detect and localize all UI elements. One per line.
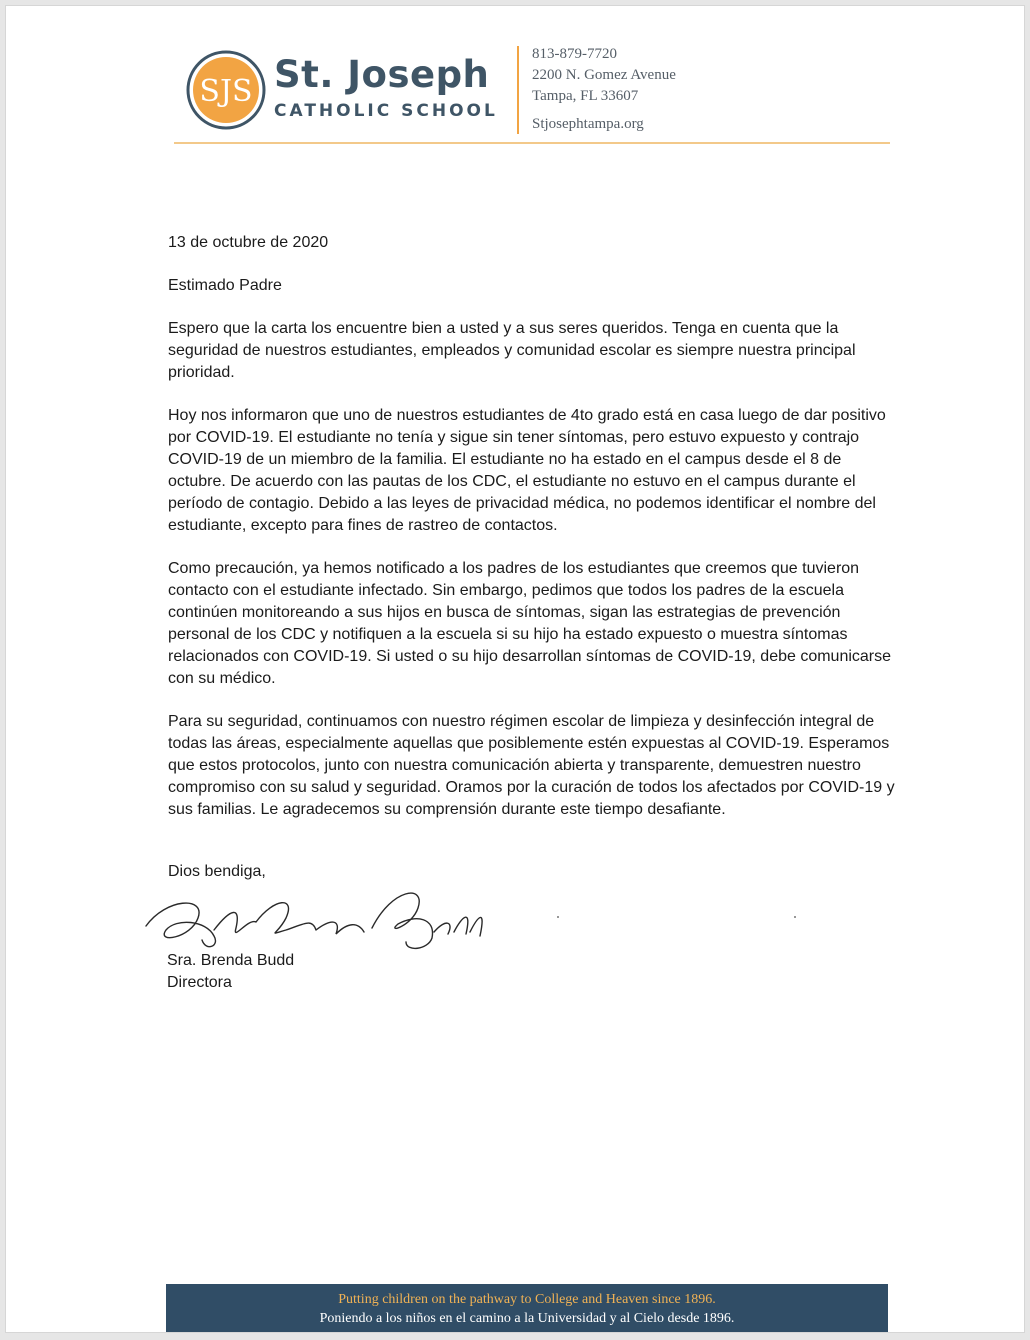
signer-block (167, 950, 294, 994)
paragraph: Hoy nos informaron que uno de nuestros estudiantes de 4to grado está en casa luego de dar positivo por COVID-19. El estudiante no tenía y sigue sin tener síntomas, pero estuvo expuesto y contrajo COVID-19 de un miembro de la familia. El estudiante no ha estado en el campus desde el 8 de octubre. De acuerdo con las pautas de los CDC, el estudiante no estuvo en el campus durante el período de contagio. Debido a las leyes de privacidad médica, no podemos identificar el nombre del estudiante, excepto para fines de rastreo de contactos. (168, 407, 886, 534)
footer-tagline-english: Putting children on the pathway to College and Heaven since 1896. (338, 1292, 716, 1307)
school-subtitle: CATHOLIC SCHOOL (274, 101, 498, 121)
paragraph: Para su seguridad, continuamos con nuestro régimen escolar de limpieza y desinfección integral de todas las áreas, especialmente aquellas que posiblemente estén expuestas al COVID-19. Esperamos que estos protocolos, junto con nuestra comunicación abierta y transparente, demuestren nuestro compromiso con su salud y seguridad. Oramos por la curación de todos los afectados por COVID-19 y sus familias. Le agradecemos su comprensión durante este tiempo desafiante. (168, 713, 895, 818)
address-line-2: Tampa, FL 33607 (532, 88, 639, 104)
svg-text:SJS: SJS (199, 74, 253, 109)
letter-closing: Dios bendiga, (168, 863, 266, 880)
letter-body (168, 232, 898, 842)
scan-speck (794, 916, 796, 918)
handwritten-signature (136, 878, 486, 958)
footer-banner (166, 1284, 888, 1332)
signer-name: Sra. Brenda Budd (167, 952, 295, 969)
letter-salutation: Estimado Padre (168, 277, 282, 294)
letter-date: 13 de octubre de 2020 (168, 234, 329, 251)
website-link[interactable]: Stjosephtampa.org (532, 116, 644, 132)
school-seal-logo (186, 50, 266, 130)
letter-page (6, 6, 1024, 1332)
contact-divider (517, 46, 519, 134)
contact-block (532, 44, 676, 135)
letterhead-rule (174, 142, 890, 144)
school-name: St. Joseph (274, 53, 490, 96)
paragraph: Como precaución, ya hemos notificado a los padres de los estudiantes que creemos que tuvieron contacto con el estudiante infectado. Sin embargo, pedimos que todos los padres de la escuela continúen monitoreando a sus hijos en busca de síntomas, sigan las estrategias de prevención personal de los CDC y notifiquen a la escuela si su hijo ha estado expuesto o muestra síntomas relacionados con COVID-19. Si usted o su hijo desarrollan síntomas de COVID-19, debe comunicarse con su médico. (168, 560, 892, 687)
scan-speck (557, 916, 559, 918)
signer-title: Directora (167, 974, 232, 991)
phone-number: 813-879-7720 (532, 46, 617, 62)
paragraph: Espero que la carta los encuentre bien a usted y a sus seres queridos. Tenga en cuenta que la seguridad de nuestros estudiantes, empleados y comunidad escolar es siempre nuestra principal prioridad. (168, 320, 856, 381)
address-line-1: 2200 N. Gomez Avenue (532, 67, 676, 83)
footer-tagline-spanish: Poniendo a los niños en el camino a la Universidad y al Cielo desde 1896. (319, 1311, 735, 1326)
